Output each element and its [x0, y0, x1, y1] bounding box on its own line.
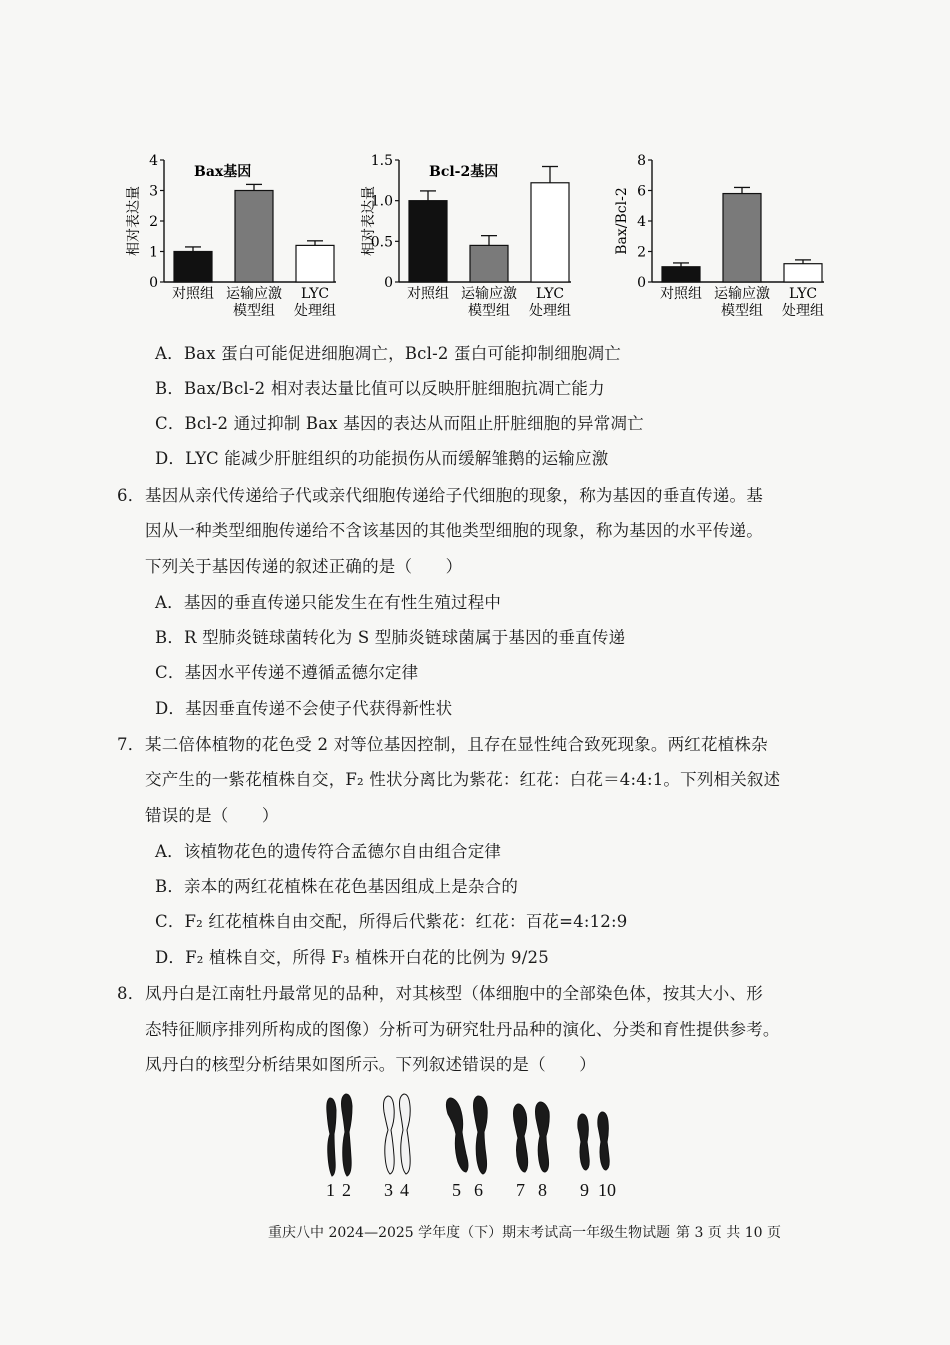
q7-option-b: B．亲本的两红花植株在花色基因组成上是杂合的	[155, 877, 519, 896]
footer-exam-title: 重庆八中 2024—2025 学年度（下）期末考试高一年级生物试题	[268, 1225, 671, 1241]
karyotype-label-1: 1	[326, 1180, 335, 1200]
x-tick-label: LYC	[300, 286, 330, 302]
y-tick-label: 1	[149, 244, 158, 261]
bax-chart	[120, 150, 345, 325]
q6-stem-line-2: 因从一种类型细胞传递给不含该基因的其他类型细胞的现象，称为基因的水平传递。	[145, 521, 763, 540]
y-tick-label: 4	[149, 153, 158, 169]
q5-option-b: B．Bax/Bcl-2 相对表达量比值可以反映肝脏细胞抗凋亡能力	[155, 379, 605, 398]
chromosome-7	[514, 1104, 528, 1172]
y-tick-label: 8	[637, 153, 646, 169]
bcl2-chart	[355, 150, 590, 325]
q8-number: 8．	[117, 984, 145, 1003]
karyotype-label-6: 6	[474, 1180, 483, 1200]
bar	[470, 245, 508, 282]
chart-title: Bcl-2基因	[429, 164, 499, 180]
chromosome-2	[342, 1094, 353, 1176]
y-tick-label: 1.0	[370, 193, 393, 210]
karyotype-figure	[318, 1090, 638, 1202]
x-tick-label: LYC	[788, 286, 818, 302]
q8-stem-line-1: 凤丹白是江南牡丹最常见的品种，对其核型（体细胞中的全部染色体，按其大小、形	[145, 984, 763, 1003]
q5-option-a: A．Bax 蛋白可能促进细胞凋亡，Bcl-2 蛋白可能抑制细胞凋亡	[155, 344, 621, 363]
y-tick-label: 3	[149, 183, 158, 200]
chromosome-1	[327, 1098, 336, 1176]
x-tick-label: 模型组	[468, 303, 510, 319]
chromosome-3	[384, 1096, 395, 1174]
q7-number: 7．	[117, 735, 145, 754]
karyotype-label-7: 7	[516, 1180, 525, 1200]
x-tick-label: 对照组	[660, 286, 702, 302]
footer-page-number: 第 3 页 共 10 页	[676, 1225, 781, 1241]
karyotype-label-2: 2	[342, 1180, 351, 1200]
q7-stem-line-3: 错误的是（ ）	[145, 806, 279, 825]
bar	[784, 264, 822, 282]
y-tick-label: 0	[149, 275, 158, 291]
x-tick-label: 模型组	[233, 303, 275, 319]
x-tick-label: 处理组	[294, 303, 336, 319]
chart-title: Bax基因	[194, 164, 252, 180]
q5-option-c: C．Bcl-2 通过抑制 Bax 基因的表达从而阻止肝脏细胞的异常凋亡	[155, 414, 644, 433]
karyotype-label-5: 5	[452, 1180, 461, 1200]
q7-option-c: C．F₂ 红花植株自由交配，所得后代紫花：红花：百花=4:12:9	[155, 912, 628, 931]
q7-option-d: D．F₂ 植株自交，所得 F₃ 植株开白花的比例为 9/25	[155, 948, 549, 967]
chromosome-4	[400, 1094, 411, 1174]
q6-stem-line-3: 下列关于基因传递的叙述正确的是（ ）	[145, 557, 463, 576]
y-tick-label: 1.5	[370, 153, 393, 169]
x-tick-label: LYC	[535, 286, 565, 302]
q7-option-a: A．该植物花色的遗传符合孟德尔自由组合定律	[155, 842, 502, 861]
chromosome-8	[536, 1102, 550, 1172]
x-tick-label: 处理组	[782, 303, 824, 319]
chromosome-6	[474, 1096, 488, 1174]
y-axis-label: 相对表达量	[126, 186, 142, 256]
bar	[531, 183, 569, 282]
q6-option-d: D．基因垂直传递不会使子代获得新性状	[155, 699, 453, 718]
x-tick-label: 模型组	[721, 303, 763, 319]
y-tick-label: 0	[384, 275, 393, 291]
karyotype-label-10: 10	[598, 1180, 616, 1200]
x-tick-label: 对照组	[407, 286, 449, 302]
q6-number: 6．	[117, 486, 145, 505]
bax-bcl2-ratio-chart	[608, 150, 838, 325]
chromosome-5	[446, 1098, 468, 1172]
bar	[235, 191, 273, 283]
bar	[723, 194, 761, 282]
bar	[662, 267, 700, 282]
q6-stem-line-1: 基因从亲代传递给子代或亲代细胞传递给子代细胞的现象，称为基因的垂直传递。基	[145, 486, 763, 505]
q6-option-c: C．基因水平传递不遵循孟德尔定律	[155, 663, 419, 682]
x-tick-label: 对照组	[172, 286, 214, 302]
karyotype-label-8: 8	[538, 1180, 547, 1200]
karyotype-label-9: 9	[580, 1180, 589, 1200]
q8-stem-line-2: 态特征顺序排列所构成的图像）分析可为研究牡丹品种的演化、分类和育性提供参考。	[145, 1020, 780, 1039]
q8-stem-line-3: 凤丹白的核型分析结果如图所示。下列叙述错误的是（ ）	[145, 1055, 596, 1074]
y-axis-label: Bax/Bcl-2	[614, 187, 630, 255]
y-tick-label: 4	[637, 214, 646, 230]
bar	[296, 245, 334, 282]
q6-option-a: A．基因的垂直传递只能发生在有性生殖过程中	[155, 593, 502, 612]
y-tick-label: 6	[637, 183, 646, 200]
x-tick-label: 运输应激	[461, 286, 517, 302]
y-tick-label: 2	[149, 214, 158, 230]
bar	[174, 252, 212, 283]
y-tick-label: 0	[637, 275, 646, 291]
x-tick-label: 处理组	[529, 303, 571, 319]
q7-stem-line-1: 某二倍体植物的花色受 2 对等位基因控制，且存在显性纯合致死现象。两红花植株杂	[145, 735, 768, 754]
karyotype-label-3: 3	[384, 1180, 393, 1200]
y-axis-label: 相对表达量	[361, 186, 377, 256]
x-tick-label: 运输应激	[714, 286, 770, 302]
x-tick-label: 运输应激	[226, 286, 282, 302]
q5-option-d: D．LYC 能减少肝脏组织的功能损伤从而缓解雏鹅的运输应激	[155, 449, 609, 468]
chromosome-10	[598, 1112, 609, 1170]
y-tick-label: 0.5	[370, 234, 393, 251]
y-tick-label: 2	[637, 244, 646, 261]
karyotype-label-4: 4	[400, 1180, 409, 1200]
bar	[409, 201, 447, 282]
q6-option-b: B．R 型肺炎链球菌转化为 S 型肺炎链球菌属于基因的垂直传递	[155, 628, 626, 647]
q7-stem-line-2: 交产生的一紫花植株自交，F₂ 性状分离比为紫花：红花：白花＝4:4:1。下列相关叙述	[145, 770, 781, 789]
chromosome-9	[578, 1114, 589, 1170]
